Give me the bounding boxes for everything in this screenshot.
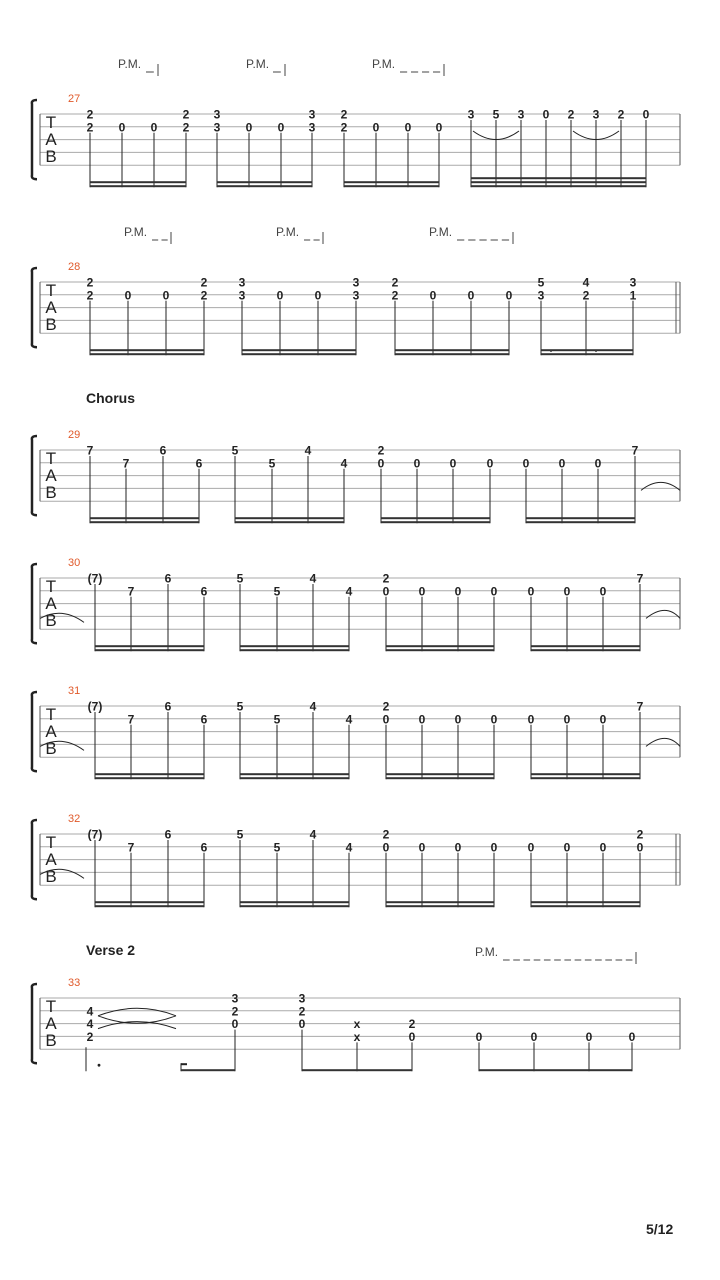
fret-number: 4 [345, 840, 353, 855]
system-bracket [32, 436, 37, 515]
fret-number: 2 [86, 275, 94, 290]
fret-number: 0 [298, 1017, 306, 1032]
palm-mute-label: P.M. [246, 57, 270, 71]
palm-mute-label: P.M. [124, 225, 148, 239]
fret-number: 5 [236, 571, 244, 586]
tab-clef-t: T [45, 113, 57, 132]
fret-number: 0 [276, 288, 284, 303]
tab-clef-t: T [45, 997, 57, 1016]
tab-clef-b: B [45, 315, 57, 334]
fret-number: 2 [182, 107, 190, 122]
fret-number: 2 [182, 120, 190, 135]
beam [386, 649, 494, 651]
fret-number: 2 [340, 107, 348, 122]
fret-number: 5 [236, 827, 244, 842]
tab-clef-b: B [45, 147, 57, 166]
fret-number: 0 [277, 120, 285, 135]
fret-number: 0 [490, 840, 498, 855]
fret-number: 0 [377, 456, 385, 471]
beam [386, 901, 494, 903]
beam [526, 517, 635, 519]
fret-number: 3 [352, 288, 360, 303]
beam [90, 181, 186, 183]
tab-clef-a: A [45, 466, 57, 485]
beam [95, 777, 204, 779]
beam [240, 649, 349, 651]
fret-number: 7 [636, 571, 644, 586]
dot [595, 350, 597, 352]
fret-number: 2 [340, 120, 348, 135]
beam [181, 1069, 235, 1071]
fret-number: (7) [87, 827, 103, 842]
palm-mute-label: P.M. [372, 57, 396, 71]
rest-mark [181, 1063, 187, 1065]
beam [95, 649, 204, 651]
measure-number: 27 [68, 93, 81, 105]
beam [217, 181, 312, 183]
fret-number: 5 [273, 712, 281, 727]
fret-number: 0 [245, 120, 253, 135]
fret-number: 0 [527, 712, 535, 727]
fret-number: 0 [404, 120, 412, 135]
tab-clef-a: A [45, 298, 57, 317]
fret-number: 2 [86, 288, 94, 303]
fret-number: 2 [382, 827, 390, 842]
tab-clef-t: T [45, 449, 57, 468]
fret-number: 0 [418, 584, 426, 599]
section-title: Verse 2 [86, 942, 136, 958]
fret-number: 3 [231, 991, 239, 1006]
beam [240, 901, 349, 903]
fret-number: 2 [86, 1029, 94, 1044]
fret-number: 2 [636, 827, 644, 842]
beam [471, 181, 646, 183]
fret-number: 3 [298, 991, 306, 1006]
beam [90, 517, 199, 519]
fret-number: 0 [429, 288, 437, 303]
tab-clef-b: B [45, 1031, 57, 1050]
beam [240, 773, 349, 775]
beam [344, 185, 439, 187]
beam [471, 177, 646, 179]
beam [386, 777, 494, 779]
fret-number: 3 [238, 275, 246, 290]
fret-number: 2 [382, 571, 390, 586]
fret-number: 7 [127, 840, 135, 855]
system-bracket [32, 268, 37, 347]
beam [90, 353, 204, 355]
fret-number: 0 [449, 456, 457, 471]
measure-number: 30 [68, 557, 81, 569]
fret-number: 0 [563, 584, 571, 599]
fret-number: 0 [231, 1017, 239, 1032]
section-title: Chorus [86, 390, 135, 406]
tab-clef-t: T [45, 577, 57, 596]
beam [95, 773, 204, 775]
fret-number: 5 [492, 107, 500, 122]
fret-number: 6 [200, 840, 208, 855]
fret-number: 0 [382, 840, 390, 855]
fret-number: 3 [213, 120, 221, 135]
dot [550, 350, 552, 352]
page-number: 5/12 [646, 1221, 674, 1237]
fret-number: x [353, 1029, 361, 1044]
beam [531, 905, 640, 907]
fret-number: 7 [127, 584, 135, 599]
fret-number: 0 [486, 456, 494, 471]
tab-clef-t: T [45, 833, 57, 852]
tab-clef-a: A [45, 1014, 57, 1033]
tab-clef-b: B [45, 739, 57, 758]
fret-number: 3 [352, 275, 360, 290]
fret-number: 5 [273, 840, 281, 855]
fret-number: 2 [377, 443, 385, 458]
beam [95, 901, 204, 903]
beam [344, 181, 439, 183]
fret-number: 4 [304, 443, 312, 458]
fret-number: 0 [599, 712, 607, 727]
fret-number: 0 [408, 1029, 416, 1044]
fret-number: 0 [124, 288, 132, 303]
fret-number: 3 [308, 120, 316, 135]
beam [395, 349, 509, 351]
tab-clef-b: B [45, 611, 57, 630]
fret-number: 0 [558, 456, 566, 471]
beam [531, 649, 640, 651]
beam [479, 1069, 632, 1071]
system-bracket [32, 820, 37, 899]
fret-number: 0 [418, 840, 426, 855]
fret-number: 2 [86, 120, 94, 135]
fret-number: 4 [309, 827, 317, 842]
fret-number: 7 [127, 712, 135, 727]
tie-out [641, 482, 680, 490]
tie-out [646, 610, 680, 618]
measure-number: 28 [68, 261, 81, 273]
beam [526, 521, 635, 523]
fret-number: 7 [122, 456, 130, 471]
beam [240, 645, 349, 647]
fret-number: 4 [309, 571, 317, 586]
fret-number: 0 [382, 712, 390, 727]
fret-number: 7 [636, 699, 644, 714]
system-bracket [32, 692, 37, 771]
fret-number: (7) [87, 571, 103, 586]
fret-number: 0 [435, 120, 443, 135]
fret-number: 0 [418, 712, 426, 727]
fret-number: 0 [636, 840, 644, 855]
fret-number: 0 [505, 288, 513, 303]
beam [235, 521, 344, 523]
palm-mute-label: P.M. [475, 945, 499, 959]
fret-number: 0 [467, 288, 475, 303]
fret-number: 0 [522, 456, 530, 471]
tab-clef-t: T [45, 705, 57, 724]
beam [381, 521, 490, 523]
fret-number: 0 [527, 840, 535, 855]
fret-number: 0 [563, 840, 571, 855]
tab-clef-b: B [45, 867, 57, 886]
beam [95, 905, 204, 907]
fret-number: 2 [582, 288, 590, 303]
beam [242, 349, 356, 351]
beam [541, 353, 633, 355]
fret-number: 0 [150, 120, 158, 135]
fret-number: 5 [231, 443, 239, 458]
fret-number: (7) [87, 699, 103, 714]
fret-number: 4 [582, 275, 590, 290]
fret-number: 4 [345, 712, 353, 727]
system-bracket [32, 984, 37, 1063]
beam [90, 349, 204, 351]
measure-number: 31 [68, 685, 81, 697]
beam [240, 777, 349, 779]
beam [395, 353, 509, 355]
beam [531, 645, 640, 647]
fret-number: 3 [517, 107, 525, 122]
dot [98, 1064, 101, 1067]
fret-number: 0 [454, 840, 462, 855]
tie [98, 1016, 176, 1024]
fret-number: 3 [308, 107, 316, 122]
fret-number: 0 [599, 840, 607, 855]
fret-number: 6 [195, 456, 203, 471]
system-bracket [32, 564, 37, 643]
fret-number: 0 [542, 107, 550, 122]
fret-number: 6 [200, 712, 208, 727]
fret-number: 4 [345, 584, 353, 599]
fret-number: 0 [599, 584, 607, 599]
palm-mute-label: P.M. [118, 57, 142, 71]
tie [98, 1008, 176, 1016]
fret-number: 7 [631, 443, 639, 458]
fret-number: 2 [408, 1017, 416, 1032]
measure-number: 29 [68, 429, 81, 441]
fret-number: 0 [628, 1029, 636, 1044]
tie-out [646, 738, 680, 746]
fret-number: 3 [629, 275, 637, 290]
fret-number: 0 [530, 1029, 538, 1044]
tab-clef-a: A [45, 594, 57, 613]
fret-number: 0 [475, 1029, 483, 1044]
fret-number: 0 [372, 120, 380, 135]
fret-number: 2 [382, 699, 390, 714]
fret-number: 6 [164, 827, 172, 842]
fret-number: 2 [200, 275, 208, 290]
system-bracket [32, 100, 37, 179]
beam [240, 905, 349, 907]
fret-number: 6 [164, 571, 172, 586]
measure-number: 33 [68, 977, 81, 989]
palm-mute-label: P.M. [276, 225, 300, 239]
fret-number: 3 [238, 288, 246, 303]
fret-number: 0 [594, 456, 602, 471]
fret-number: x [353, 1017, 361, 1032]
fret-number: 3 [213, 107, 221, 122]
fret-number: 5 [236, 699, 244, 714]
fret-number: 0 [490, 584, 498, 599]
tab-clef-a: A [45, 722, 57, 741]
beam [531, 773, 640, 775]
beam [90, 521, 199, 523]
fret-number: 6 [200, 584, 208, 599]
beam [471, 185, 646, 187]
fret-number: 3 [537, 288, 545, 303]
beam [217, 185, 312, 187]
tie [98, 1022, 176, 1029]
fret-number: 2 [567, 107, 575, 122]
fret-number: 6 [159, 443, 167, 458]
tab-clef-b: B [45, 483, 57, 502]
fret-number: 0 [454, 712, 462, 727]
fret-number: 6 [164, 699, 172, 714]
fret-number: 4 [309, 699, 317, 714]
tab-clef-t: T [45, 281, 57, 300]
fret-number: 0 [585, 1029, 593, 1044]
fret-number: 5 [268, 456, 276, 471]
fret-number: 0 [118, 120, 126, 135]
beam [541, 349, 633, 351]
palm-mute-label: P.M. [429, 225, 453, 239]
fret-number: 0 [413, 456, 421, 471]
fret-number: 0 [527, 584, 535, 599]
tab-clef-a: A [45, 130, 57, 149]
fret-number: 2 [298, 1004, 306, 1019]
fret-number: 0 [490, 712, 498, 727]
beam [242, 353, 356, 355]
fret-number: 2 [200, 288, 208, 303]
beam [386, 773, 494, 775]
beam [386, 645, 494, 647]
fret-number: 3 [592, 107, 600, 122]
beam [531, 901, 640, 903]
beam [90, 185, 186, 187]
fret-number: 2 [391, 288, 399, 303]
fret-number: 4 [86, 1017, 94, 1032]
beam [95, 645, 204, 647]
tab-clef-a: A [45, 850, 57, 869]
fret-number: 3 [467, 107, 475, 122]
beam [235, 517, 344, 519]
fret-number: 4 [340, 456, 348, 471]
fret-number: 2 [86, 107, 94, 122]
fret-number: 4 [86, 1004, 94, 1019]
measure-number: 32 [68, 813, 81, 825]
fret-number: 5 [537, 275, 545, 290]
fret-number: 0 [563, 712, 571, 727]
fret-number: 0 [314, 288, 322, 303]
fret-number: 2 [231, 1004, 239, 1019]
fret-number: 0 [162, 288, 170, 303]
fret-number: 0 [642, 107, 650, 122]
beam [381, 517, 490, 519]
beam [531, 777, 640, 779]
beam [386, 905, 494, 907]
beam [302, 1069, 412, 1071]
fret-number: 2 [391, 275, 399, 290]
fret-number: 0 [382, 584, 390, 599]
fret-number: 1 [629, 288, 637, 303]
fret-number: 2 [617, 107, 625, 122]
fret-number: 0 [454, 584, 462, 599]
fret-number: 5 [273, 584, 281, 599]
fret-number: 7 [86, 443, 94, 458]
